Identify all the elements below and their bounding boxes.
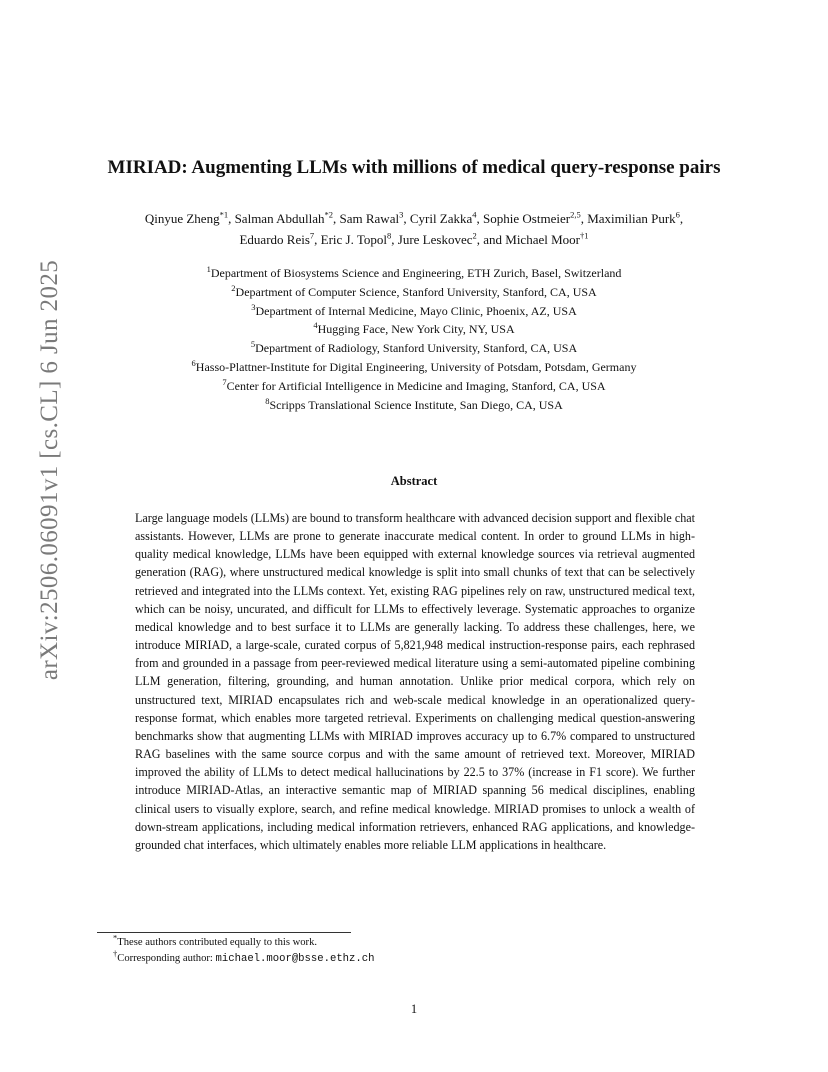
affiliation <box>80 320 748 339</box>
affiliation-text: Center for Artificial Intelligence in Medicine and Imaging, Stanford, CA, USA <box>226 378 606 393</box>
affiliation-list <box>80 264 748 414</box>
affiliation-text: Department of Internal Medicine, Mayo Clinic, Phoenix, AZ, USA <box>255 303 577 318</box>
corresponding-email-link[interactable]: michael.moor@bsse.ethz.ch <box>215 953 375 965</box>
affiliation-number: 6 <box>191 357 196 368</box>
affiliation-number: 2 <box>231 282 236 293</box>
paper-title: MIRIAD: Augmenting LLMs with millions of medical query-response pairs <box>107 157 721 178</box>
author-name: Michael Moor <box>505 232 580 247</box>
footnote-equal-contribution <box>113 932 713 951</box>
author-name: Sophie Ostmeier <box>483 211 571 226</box>
author-name: Maximilian Purk <box>587 211 676 226</box>
affiliation-number: 7 <box>222 376 227 387</box>
author-affiliation-mark: †1 <box>580 230 589 241</box>
affiliation <box>80 302 748 321</box>
author-affiliation-mark: 8 <box>387 230 392 241</box>
affiliation <box>80 377 748 396</box>
author-affiliation-mark: 2 <box>472 230 477 241</box>
affiliation <box>80 339 748 358</box>
affiliation-text: Scripps Translational Science Institute, San Diego, CA, USA <box>269 397 563 412</box>
author-affiliation-mark: 3 <box>399 209 404 220</box>
affiliation-number: 4 <box>313 320 318 331</box>
affiliation-text: Department of Radiology, Stanford University, Stanford, CA, USA <box>255 341 578 356</box>
author-affiliation-mark: 7 <box>309 230 315 241</box>
author-list: Qinyue Zheng$^{*1}$, Salman Abdullah$^{*2}$, Sam Rawal$^3$, Cyril Zakka$^4$, Sophie Ostmeier$^{2,5}$, Maximilian Purk$^6$, Eduardo Reis$^7$, Eric J. Topol$^8$, Jure Leskovec$^2$, and Michael Moor$^{\dagger 1}$ <box>144 209 684 247</box>
affiliation-text: Hasso-Plattner-Institute for Digital Engineering, University of Potsdam, Potsdam, Germany <box>195 359 637 374</box>
affiliation <box>80 264 748 283</box>
author-name: Sam Rawal <box>339 211 400 226</box>
affiliation-text: Hugging Face, New York City, NY, USA <box>317 322 515 337</box>
affiliation-number: 8 <box>265 395 270 406</box>
affiliation-text: Department of Biosystems Science and Engineering, ETH Zurich, Basel, Switzerland <box>210 266 622 280</box>
affiliation <box>80 358 748 377</box>
author-affiliation-mark: 6 <box>675 209 680 220</box>
author-name: Eduardo Reis <box>239 232 310 247</box>
abstract-heading: Abstract <box>390 474 438 488</box>
footnote-text: Corresponding author: <box>117 953 216 964</box>
author-name: Qinyue Zheng <box>144 211 220 226</box>
author-name: Salman Abdullah <box>234 211 325 226</box>
abstract-text: Large language models (LLMs) are bound to transform healthcare with advanced decision support and flexible chat assistants. However, LLMs are prone to generate inaccurate medical content. In order to ground LLMs in high-quality medical knowledge, LLMs have been equipped with external knowledge sources via retrieval augmented generation (RAG), where unstructured medical knowledge is split into small chunks of text that can be selectively retrieved and integrated into the LLMs context. Yet, existing RAG pipelines rely on raw, unstructured medical text, which can be noisy, uncurated, and difficult for LLMs to effectively leverage. Systematic approaches to organize medical knowledge and to best surface it to LLMs are generally lacking. To address these challenges, here, we introduce MIRIAD, a large-scale, curated corpus of 5,821,948 medical instruction-response pairs, each rephrased from and grounded in a passage from peer-reviewed medical literature using a semi-automated pipeline combining LLM generation, filtering, grounding, and human annotation. Unlike prior medical corpora, which rely on unstructured text, MIRIAD encapsulates rich and web-scale medical knowledge in an operationalized query-response format, which enables more targeted retrieval. Experiments on challenging medical question-answering benchmarks show that augmenting LLMs with MIRIAD improves accuracy up to 6.7% compared to unstructured RAG baselines with the same source corpus and with the same amount of retrieved text. Moreover, MIRIAD improved the ability of LLMs to detect medical hallucinations by 22.5 to 37% (increase in F1 score). We further introduce MIRIAD-Atlas, an interactive semantic map of MIRIAD spanning 56 medical disciplines, enabling clinical users to visually explore, search, and refine medical knowledge. MIRIAD promises to unlock a wealth of down-stream applications, including medical information retrievers, enhanced RAG applications, and knowledge-grounded chat interfaces, which ultimately enables more reliable LLM applications in healthcare. <box>135 511 695 852</box>
affiliation <box>80 283 748 302</box>
affiliation-number: 1 <box>206 264 211 274</box>
author-name: Jure Leskovec <box>397 232 473 247</box>
affiliation-text: Department of Computer Science, Stanford University, Stanford, CA, USA <box>235 284 597 299</box>
footnotes <box>113 932 713 967</box>
author-conjunction: and <box>483 232 503 247</box>
author-affiliation-mark: 2,5 <box>570 209 581 220</box>
arxiv-identifier: arXiv:2506.06091v1 [cs.CL] 6 Jun 2025 <box>36 259 63 681</box>
affiliation-number: 5 <box>250 339 256 350</box>
footnote-text: These authors contributed equally to this work. <box>117 937 318 948</box>
author-name: Cyril Zakka <box>409 211 473 226</box>
author-affiliation-mark: *1 <box>219 209 229 220</box>
footnote-corresponding-author <box>113 948 713 967</box>
footnote-divider <box>97 932 351 933</box>
footnote-mark: † <box>113 948 118 959</box>
affiliation-number: 3 <box>251 301 256 312</box>
author-name: Eric J. Topol <box>320 232 388 247</box>
author-affiliation-mark: 4 <box>472 209 477 220</box>
page-number: 1 <box>410 1002 418 1016</box>
author-affiliation-mark: *2 <box>324 209 333 220</box>
footnote-mark: * <box>113 932 118 943</box>
affiliation <box>80 396 748 415</box>
